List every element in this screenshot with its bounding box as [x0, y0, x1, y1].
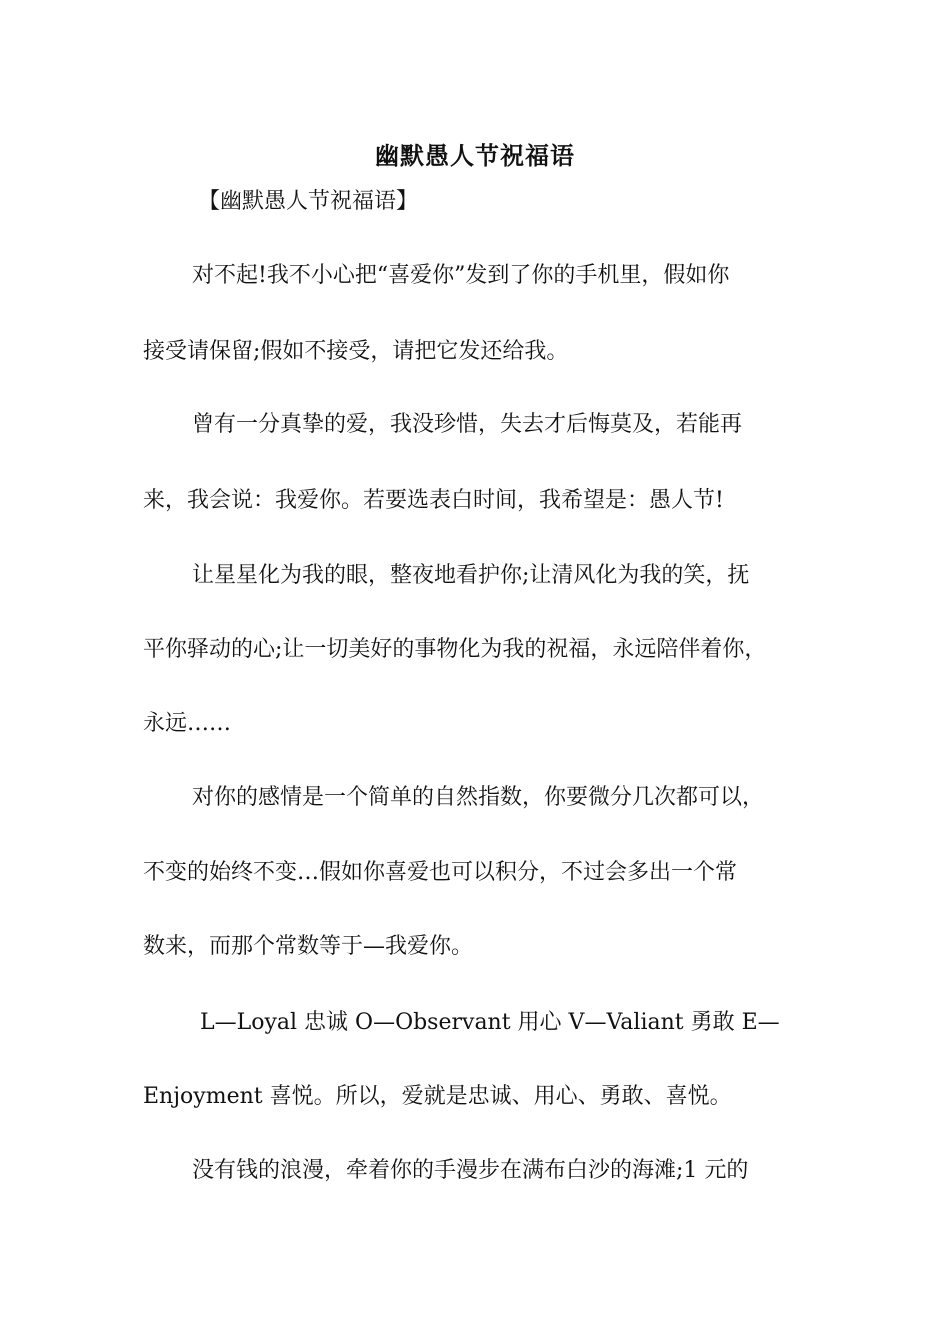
subheading: 【幽默愚人节祝福语】 [198, 189, 419, 214]
paragraph-line: 不变的始终不变…假如你喜爱也可以积分，不过会多出一个常 [143, 860, 738, 885]
paragraph-line: 没有钱的浪漫，牵着你的手漫步在满布白沙的海滩;1 元的 [192, 1158, 749, 1183]
paragraph-line: 对你的感情是一个简单的自然指数，你要微分几次都可以， [192, 785, 765, 810]
paragraph-line: Enjoyment 喜悦。所以，爱就是忠诚、用心、勇敢、喜悦。 [143, 1084, 732, 1109]
paragraph-line: 数来，而那个常数等于—我爱你。 [143, 934, 474, 959]
paragraph-line: 平你驿动的心;让一切美好的事物化为我的祝福，永远陪伴着你， [143, 637, 767, 662]
paragraph-line: 永远…… [143, 711, 232, 736]
paragraph-line: 曾有一分真挚的爱，我没珍惜，失去才后悔莫及，若能再 [192, 412, 743, 437]
paragraph-line: 让星星化为我的眼，整夜地看护你;让清风化为我的笑，抚 [192, 563, 750, 588]
paragraph-line: 来，我会说：我爱你。若要选表白时间，我希望是：愚人节! [143, 488, 724, 513]
paragraph-line: 接受请保留;假如不接受，请把它发还给我。 [143, 339, 569, 364]
paragraph-line: L—Loyal 忠诚 O—Observant 用心 V—Valiant 勇敢 E— [200, 1010, 780, 1035]
document-title: 幽默愚人节祝福语 [375, 141, 575, 170]
paragraph-line: 对不起!我不小心把“喜爱你”发到了你的手机里，假如你 [192, 263, 730, 288]
